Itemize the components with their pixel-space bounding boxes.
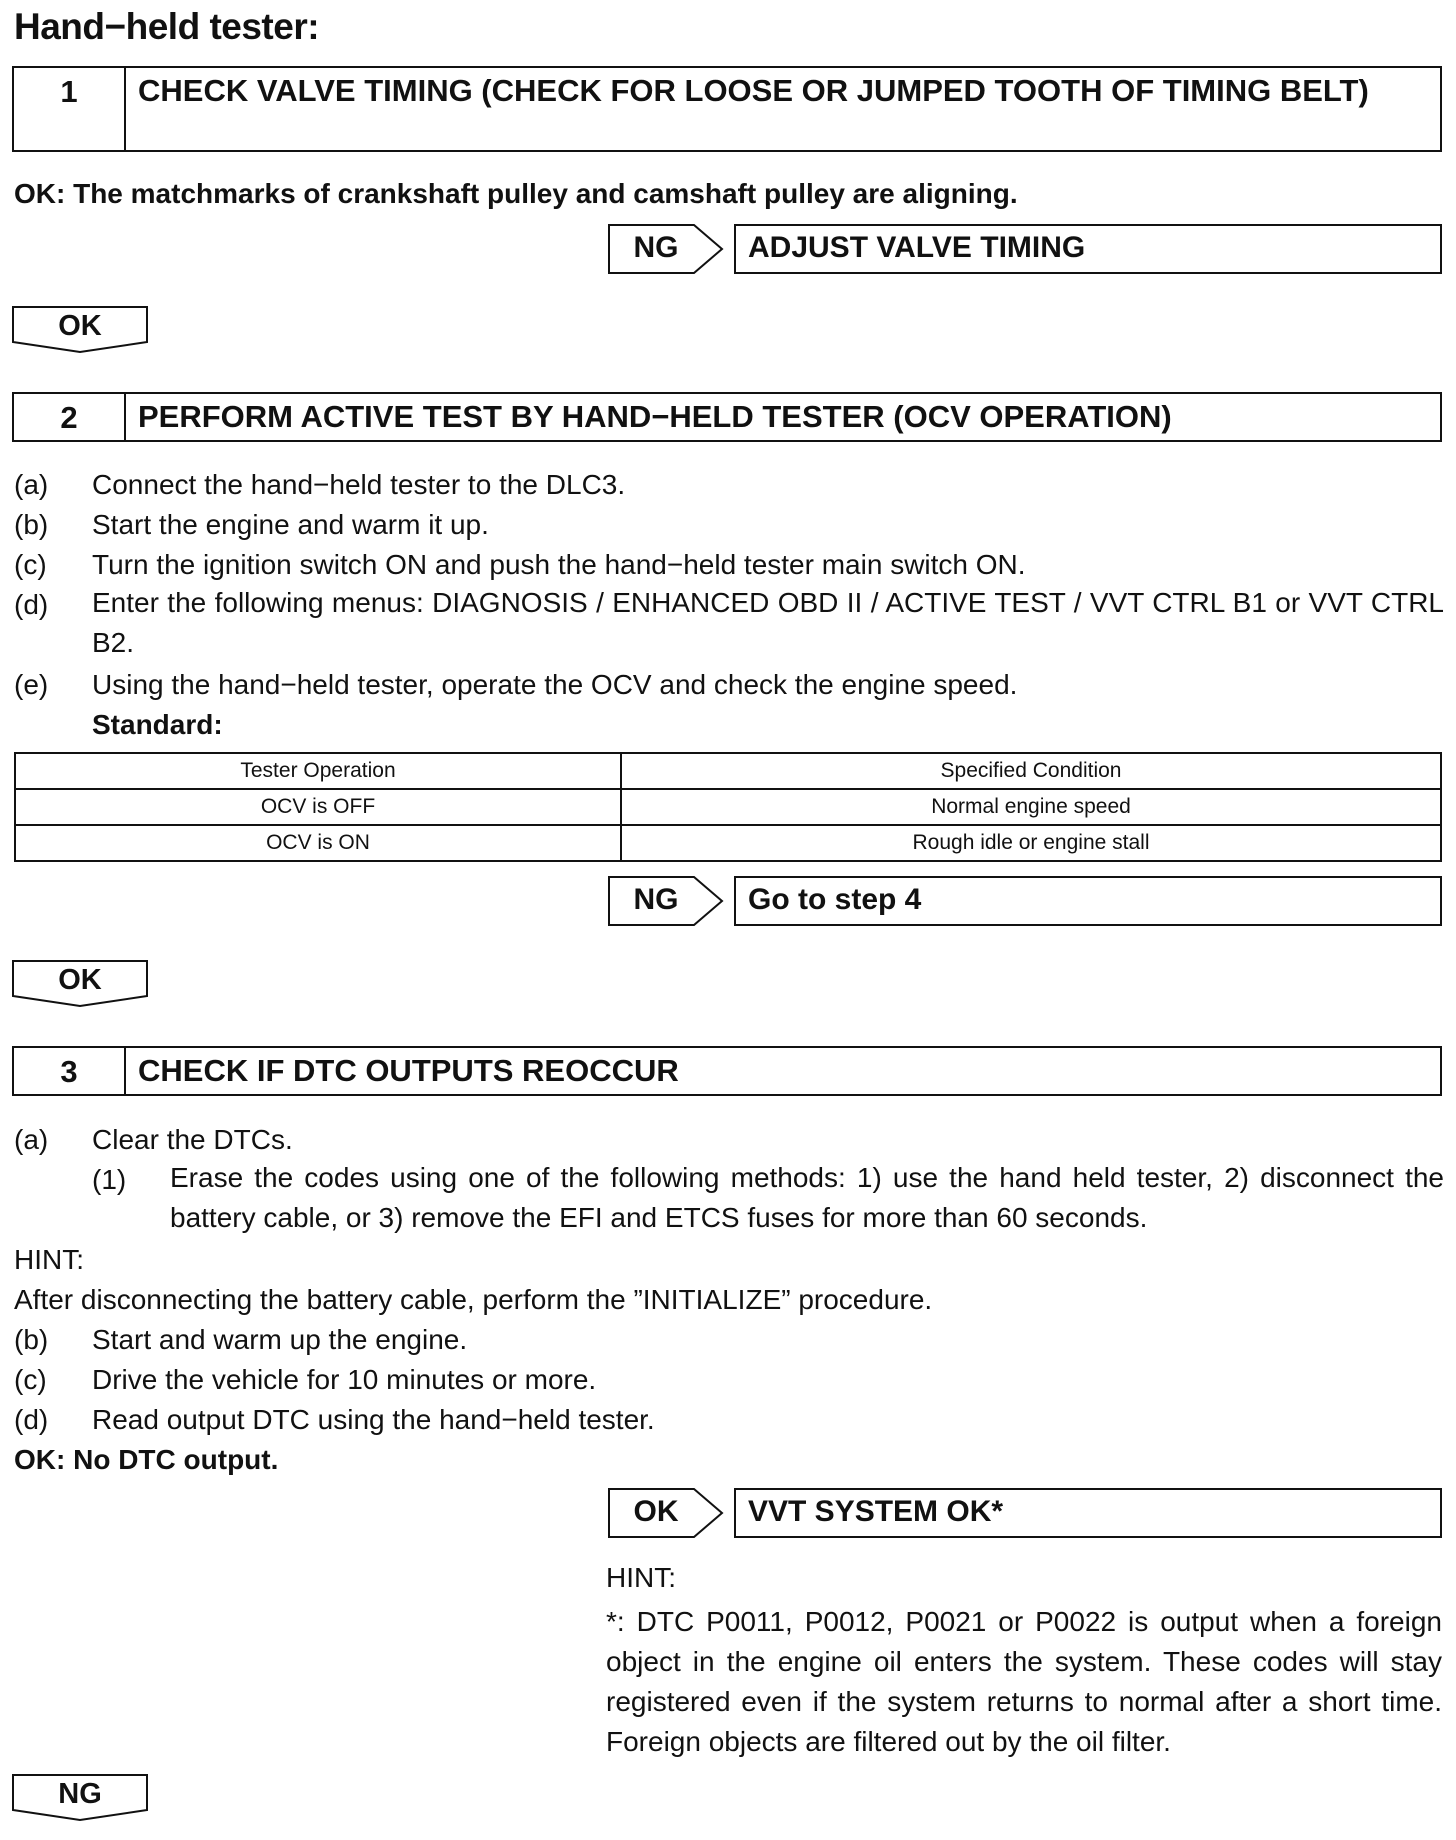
- ng-arrow-tag: [608, 224, 724, 274]
- table-header: Specified Condition: [621, 753, 1441, 789]
- item-text: Using the hand−held tester, operate the OCV and check the engine speed.: [92, 669, 1018, 700]
- step-2-header: [12, 392, 1442, 442]
- item-label: (b): [14, 1324, 49, 1355]
- item-label: (c): [14, 1364, 47, 1395]
- item-text: Drive the vehicle for 10 minutes or more.: [92, 1364, 597, 1395]
- ng-down-arrow-3[interactable]: [12, 1774, 148, 1822]
- ok-result-3[interactable]: [608, 1488, 1442, 1538]
- step-heading: CHECK VALVE TIMING (CHECK FOR LOOSE OR JUMPED TOOTH OF TIMING BELT): [138, 73, 1369, 108]
- table-header: Tester Operation: [15, 753, 621, 789]
- step-3-header: [12, 1046, 1442, 1096]
- page-title: Hand−held tester:: [14, 6, 320, 47]
- item-label: (a): [14, 469, 49, 500]
- ok-arrow-tag: [608, 1488, 724, 1538]
- item-label: (a): [14, 1124, 49, 1155]
- sub-item-text: Erase the codes using one of the following methods: 1) use the hand held tester, 2) disconnect the battery cable, or 3) remove the EFI and ETCS fuses for more than 60 seconds.: [170, 1162, 1444, 1233]
- item-text: Clear the DTCs.: [92, 1124, 293, 1155]
- ng-result-2[interactable]: [608, 876, 1442, 926]
- ng-arrow-tag: [608, 876, 724, 926]
- step-number: 3: [14, 1048, 126, 1094]
- hint-text: After disconnecting the battery cable, perform the ”INITIALIZE” procedure.: [14, 1284, 933, 1315]
- ok-criterion: OK: The matchmarks of crankshaft pulley and camshaft pulley are aligning.: [14, 178, 1018, 209]
- item-text: Turn the ignition switch ON and push the hand−held tester main switch ON.: [92, 549, 1026, 580]
- item-text: Start the engine and warm it up.: [92, 509, 489, 540]
- item-label: (e): [14, 669, 49, 700]
- ok-label: OK: [58, 310, 102, 342]
- hint2-text: *: DTC P0011, P0012, P0021 or P0022 is output when a foreign object in the engine oil enters the system. These codes will stay registered even if the system returns to normal after a short time. Foreign objects are filtered out by the oil filter.: [606, 1606, 1442, 1757]
- ok-action: VVT SYSTEM OK*: [734, 1488, 1442, 1538]
- item-label: (d): [14, 589, 49, 620]
- ng-label: NG: [58, 1778, 102, 1810]
- ng-action: Go to step 4: [734, 876, 1442, 926]
- ng-action: ADJUST VALVE TIMING: [734, 224, 1442, 274]
- step-heading: CHECK IF DTC OUTPUTS REOCCUR: [138, 1053, 679, 1088]
- step-1-header: [12, 66, 1442, 152]
- item-label: (c): [14, 549, 47, 580]
- table-cell: Rough idle or engine stall: [621, 825, 1441, 861]
- item-label: (d): [14, 1404, 49, 1435]
- hint2-label: HINT:: [606, 1562, 676, 1593]
- ok-label: OK: [58, 964, 102, 996]
- ok-criterion: OK: No DTC output.: [14, 1444, 279, 1475]
- ng-label: NG: [633, 231, 679, 264]
- table-cell: OCV is OFF: [15, 789, 621, 825]
- standard-label: Standard:: [92, 709, 223, 740]
- table-header-row: [15, 753, 1441, 789]
- standard-table: [14, 752, 1442, 862]
- sub-item-label: (1): [92, 1164, 127, 1195]
- table-row: [15, 789, 1441, 825]
- item-label: (b): [14, 509, 49, 540]
- table-row: [15, 825, 1441, 861]
- ok-label: OK: [633, 1495, 679, 1528]
- step-number: 2: [14, 394, 126, 440]
- ng-result-1[interactable]: [608, 224, 1442, 274]
- table-cell: Normal engine speed: [621, 789, 1441, 825]
- item-text: Read output DTC using the hand−held tester.: [92, 1404, 655, 1435]
- item-text: Enter the following menus: DIAGNOSIS / ENHANCED OBD II / ACTIVE TEST / VVT CTRL B1 or VVT CTRL B2.: [92, 587, 1444, 658]
- step-heading: PERFORM ACTIVE TEST BY HAND−HELD TESTER (OCV OPERATION): [138, 399, 1172, 434]
- item-text: Connect the hand−held tester to the DLC3.: [92, 469, 626, 500]
- ng-label: NG: [633, 883, 679, 916]
- hint-label: HINT:: [14, 1244, 84, 1275]
- ok-down-arrow-2[interactable]: [12, 960, 148, 1008]
- ok-down-arrow-1[interactable]: [12, 306, 148, 354]
- item-text: Start and warm up the engine.: [92, 1324, 468, 1355]
- step-number: 1: [14, 68, 126, 150]
- table-cell: OCV is ON: [15, 825, 621, 861]
